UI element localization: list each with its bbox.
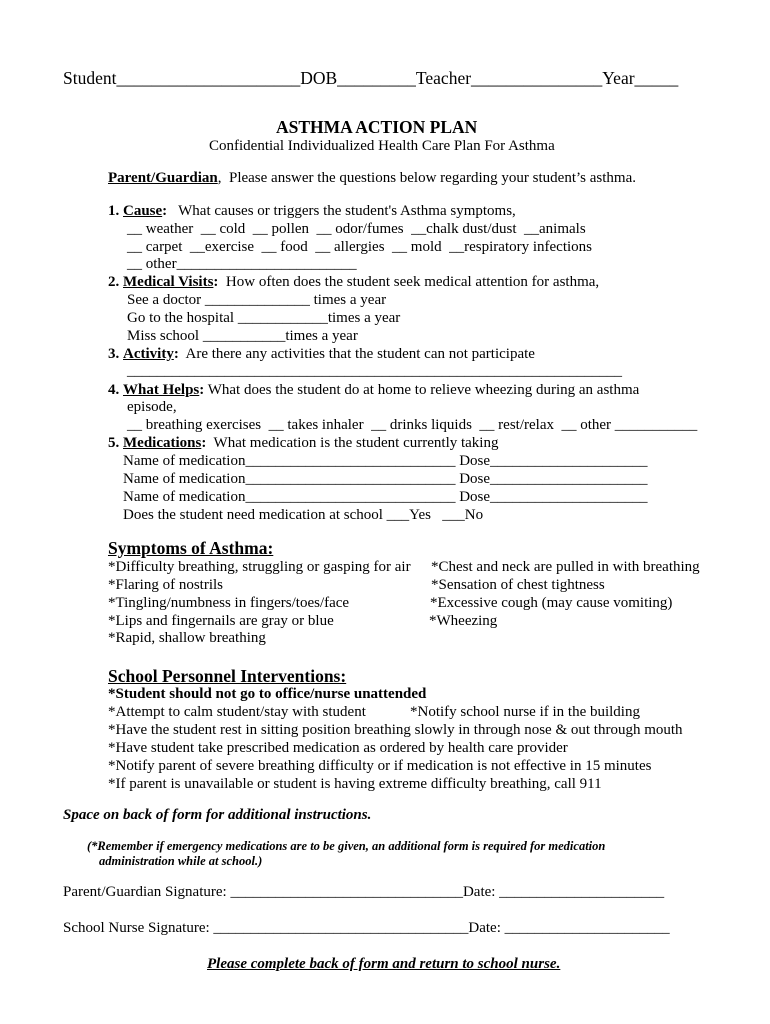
intervention-item: *Notify school nurse if in the building — [410, 704, 640, 720]
question-label: What Helps — [123, 382, 200, 398]
symptom-item: *Sensation of chest tightness — [431, 577, 605, 593]
question-prompt: What medication is the student currently taking — [206, 435, 499, 451]
question-label: Cause — [123, 203, 163, 219]
question-colon: : — [199, 382, 205, 398]
medication-row: Name of medication____________________________ Dose_____________________ — [123, 471, 648, 487]
what-helps-options-row: __ breathing exercises __ takes inhaler __ drinks liquids __ rest/relax __ other ___________ — [127, 417, 698, 433]
intervention-item: *Have student take prescribed medication as ordered by health care provider — [108, 740, 568, 756]
question-number: 2. — [108, 274, 120, 290]
question-prompt: How often does the student seek medical attention for asthma, — [218, 274, 600, 290]
intervention-item: *Notify parent of severe breathing difficulty or if medication is not effective in 15 minutes — [108, 758, 652, 774]
intro-line — [108, 169, 636, 187]
symptom-item: *Flaring of nostrils — [108, 577, 223, 593]
intervention-item: *Attempt to calm student/stay with student — [108, 704, 366, 720]
interventions-heading: School Personnel Interventions: — [108, 666, 347, 686]
return-instruction: Please complete back of form and return to school nurse. — [207, 956, 561, 972]
question-number: 3. — [108, 346, 120, 362]
question-label: Medical Visits — [123, 274, 214, 290]
symptom-item: *Lips and fingernails are gray or blue — [108, 613, 334, 629]
intervention-warning: *Student should not go to office/nurse unattended — [108, 686, 427, 702]
question-medications — [108, 434, 498, 452]
question-label: Medications — [123, 435, 202, 451]
emergency-medication-reminder-cont: administration while at school.) — [99, 854, 263, 868]
symptoms-heading: Symptoms of Asthma: — [108, 538, 274, 558]
cause-options-row: __ weather __ cold __ pollen __ odor/fumes __chalk dust/dust __animals — [127, 221, 586, 237]
symptom-item: *Chest and neck are pulled in with breathing — [431, 559, 700, 575]
symptom-item: *Difficulty breathing, struggling or gasping for air — [108, 559, 411, 575]
cause-options-row: __ carpet __exercise __ food __ allergies __ mold __respiratory infections — [127, 239, 593, 255]
hospital-visits-line: Go to the hospital ____________times a year — [127, 310, 401, 326]
intro-label: Parent/Guardian — [108, 170, 218, 186]
question-number: 4. — [108, 382, 120, 398]
medication-row: Name of medication____________________________ Dose_____________________ — [123, 453, 648, 469]
parent-signature-line: Parent/Guardian Signature: _______________________________Date: ______________________ — [63, 884, 665, 900]
medication-at-school-line: Does the student need medication at school ___Yes ___No — [123, 507, 484, 523]
question-colon: : — [213, 274, 219, 290]
doctor-visits-line: See a doctor ______________ times a year — [127, 292, 387, 308]
student-info-line: Student_____________________DOB_________Teacher_______________Year_____ — [63, 68, 679, 88]
medication-row: Name of medication____________________________ Dose_____________________ — [123, 489, 648, 505]
intervention-item: *Have the student rest in sitting position breathing slowly in through nose & out through mouth — [108, 722, 683, 738]
question-what-helps — [108, 381, 639, 399]
question-colon: : — [201, 435, 207, 451]
question-prompt: Are there any activities that the student can not participate — [178, 346, 535, 362]
question-activity — [108, 345, 535, 363]
nurse-signature-line: School Nurse Signature: __________________________________Date: ______________________ — [63, 920, 670, 936]
back-of-form-note: Space on back of form for additional instructions. — [63, 807, 372, 823]
what-helps-prompt-continued: episode, — [127, 399, 177, 415]
question-colon: : — [173, 346, 179, 362]
symptom-item: *Tingling/numbness in fingers/toes/face — [108, 595, 350, 611]
symptom-item: *Wheezing — [429, 613, 498, 629]
question-label: Activity — [123, 346, 174, 362]
missed-school-line: Miss school ___________times a year — [127, 328, 358, 344]
question-medical-visits — [108, 273, 599, 291]
form-subtitle: Confidential Individualized Health Care Plan For Asthma — [209, 138, 555, 154]
question-colon: : — [162, 203, 168, 219]
activity-answer-line: __________________________________________________________________ — [127, 363, 622, 379]
intro-text: , Please answer the questions below regarding your student’s asthma. — [217, 170, 636, 186]
symptom-item: *Rapid, shallow breathing — [108, 630, 266, 646]
question-cause — [108, 202, 516, 220]
symptom-item: *Excessive cough (may cause vomiting) — [430, 595, 673, 611]
cause-other-row: __ other________________________ — [127, 256, 357, 272]
question-number: 1. — [108, 203, 120, 219]
question-number: 5. — [108, 435, 120, 451]
intervention-item: *If parent is unavailable or student is having extreme difficulty breathing, call 911 — [108, 776, 602, 792]
question-prompt: What causes or triggers the student's Asthma symptoms, — [167, 203, 516, 219]
question-prompt: What does the student do at home to relieve wheezing during an asthma — [204, 382, 640, 398]
form-title: ASTHMA ACTION PLAN — [276, 117, 478, 137]
emergency-medication-reminder: (*Remember if emergency medications are to be given, an additional form is required for medication — [87, 839, 606, 853]
